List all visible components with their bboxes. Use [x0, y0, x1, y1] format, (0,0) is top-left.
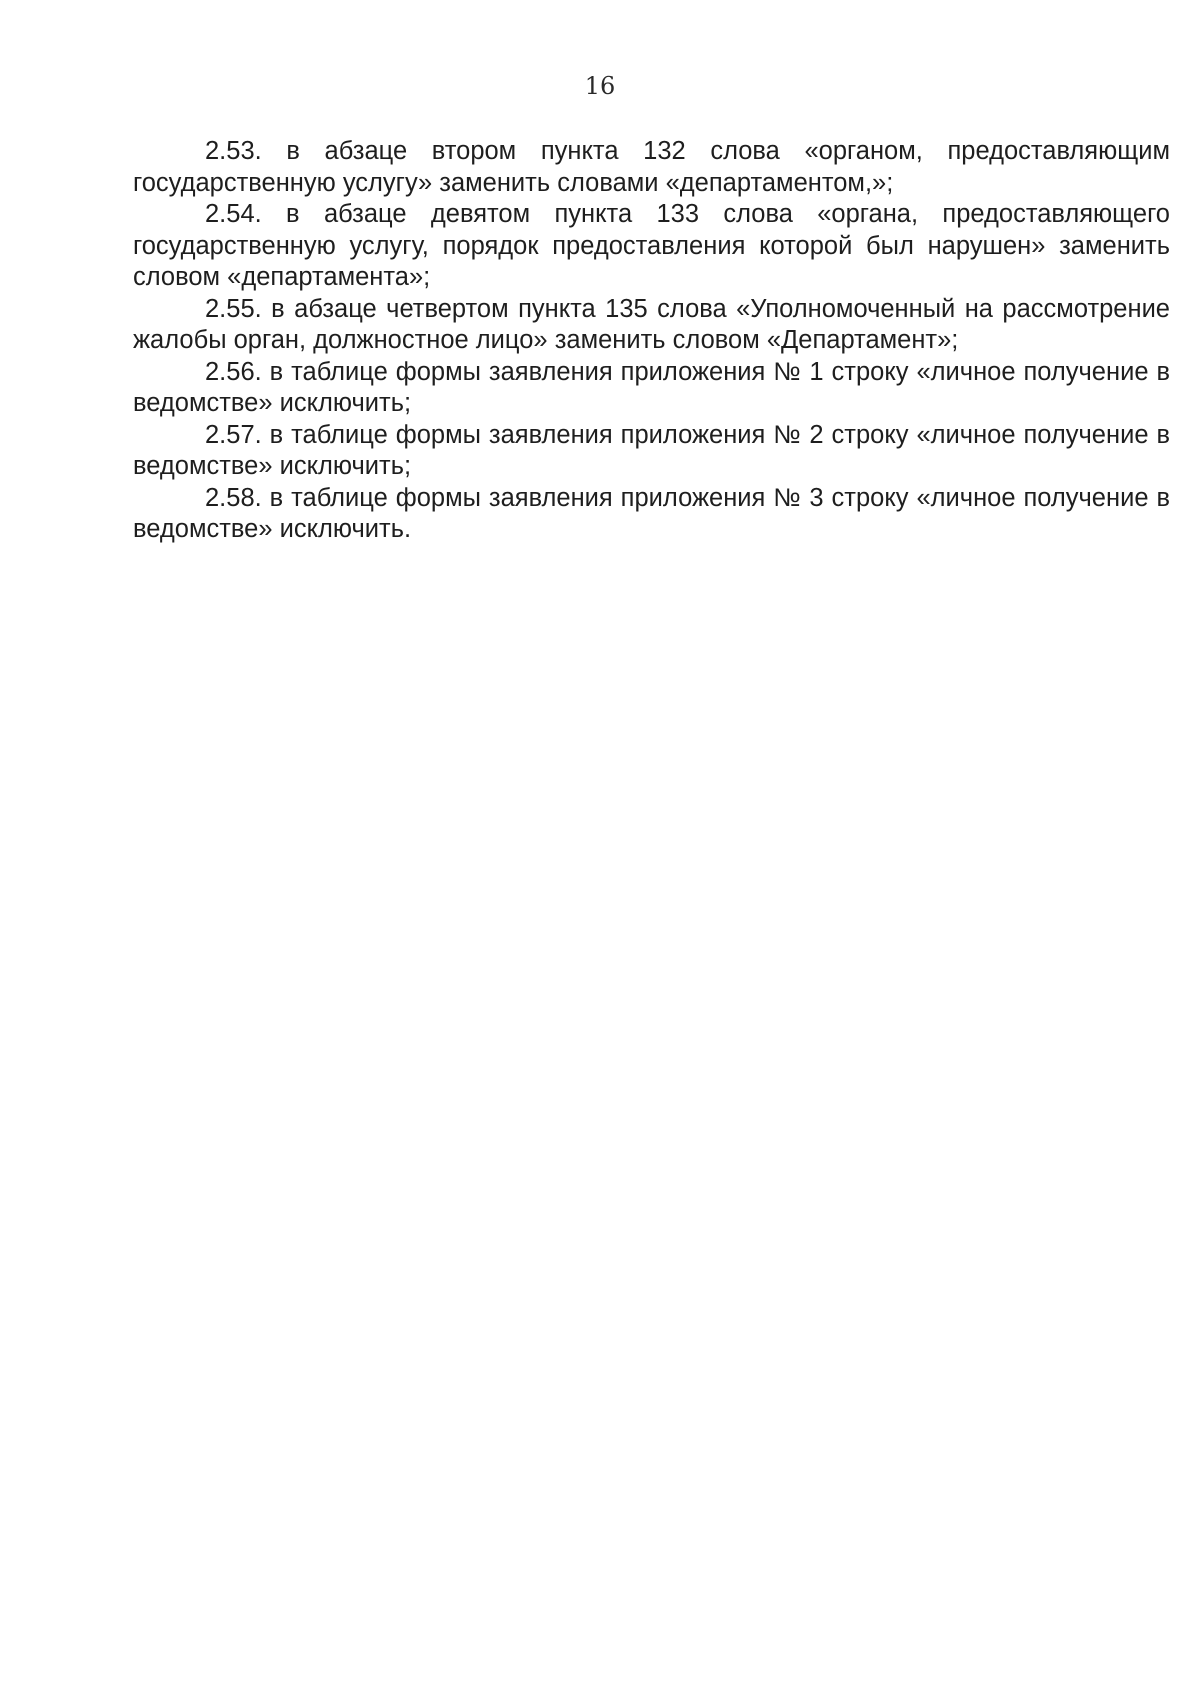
amendment-paragraph-2-56: 2.56. в таблице формы заявления приложения № 1 строку «личное получение в ведомстве» исключить; [133, 357, 1170, 417]
amendments-list [133, 136, 1170, 546]
amendment-paragraph-2-54: 2.54. в абзаце девятом пункта 133 слова «органа, предоставляющего государственную услугу, порядок предоставления которой был нарушен» заменить словом «департамента»; [133, 200, 1170, 291]
amendment-paragraph-2-58: 2.58. в таблице формы заявления приложения № 3 строку «личное получение в ведомстве» исключить. [133, 483, 1170, 543]
amendment-paragraph-2-57: 2.57. в таблице формы заявления приложения № 2 строку «личное получение в ведомстве» исключить; [133, 420, 1170, 480]
page-number: 16 [584, 72, 616, 100]
amendment-paragraph-2-53: 2.53. в абзаце втором пункта 132 слова «органом, предоставляющим государственную услугу» заменить словами «департаментом,»; [133, 137, 1170, 197]
amendment-paragraph-2-55: 2.55. в абзаце четвертом пункта 135 слова «Уполномоченный на рассмотрение жалобы орган, должностное лицо» заменить словом «Департамент»; [133, 294, 1170, 354]
